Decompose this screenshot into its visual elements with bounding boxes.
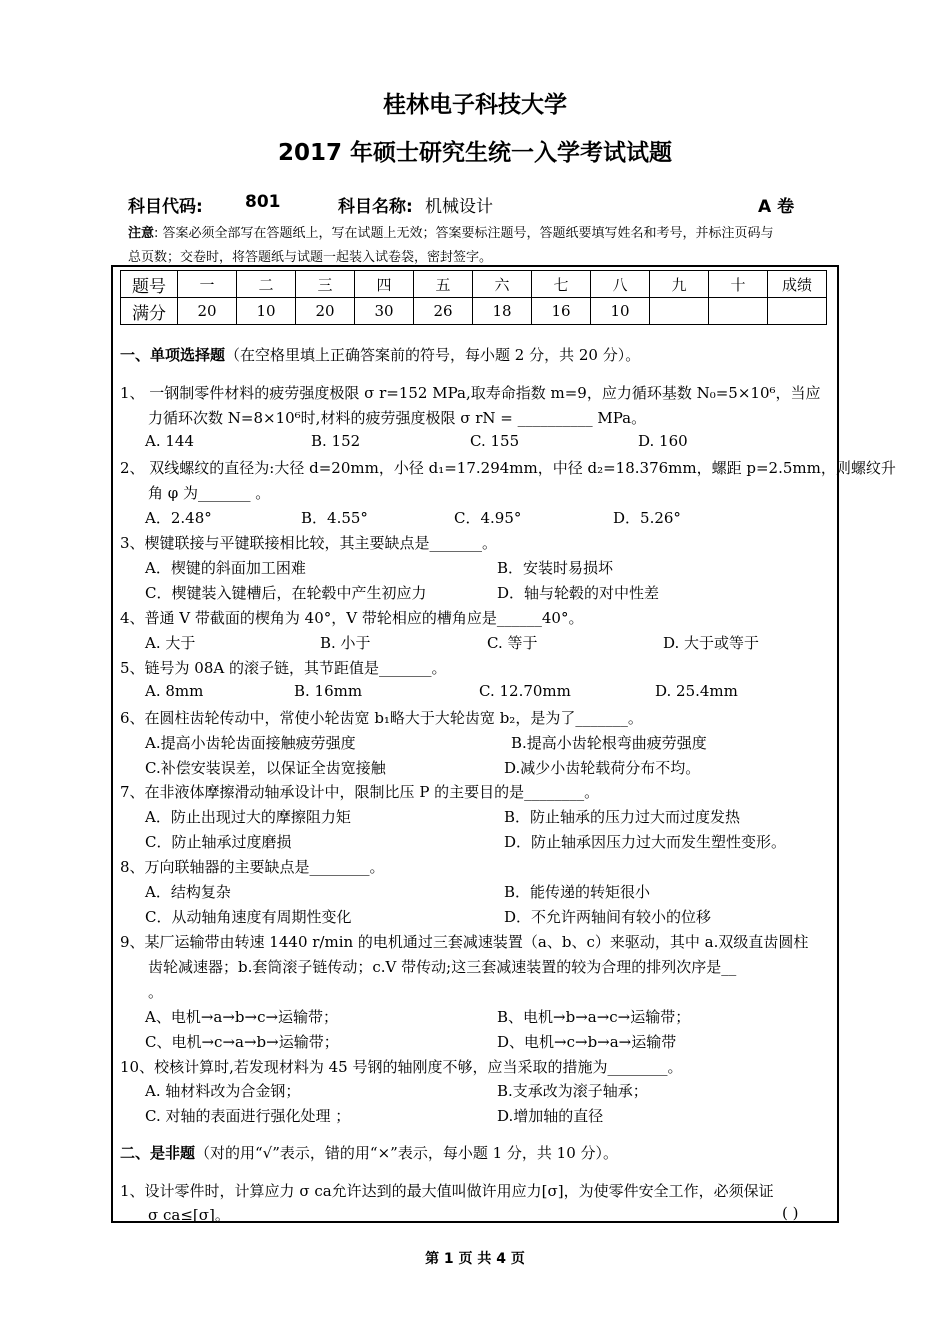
q6-option-a: A.提高小齿轮齿面接触疲劳强度: [145, 734, 356, 752]
q3-option-b: B．安装时易损坏: [497, 559, 614, 577]
q9-option-d: D、电机→c→b→a→运输带: [497, 1033, 677, 1051]
score-table: [120, 270, 827, 325]
paper-version: A 卷: [758, 197, 795, 217]
q8-option-d: D．不允许两轴间有较小的位移: [504, 908, 712, 926]
q1-option-c: C. 155: [470, 432, 520, 450]
q6-option-c: C.补偿安装误差，以保证全齿宽接触: [145, 759, 386, 777]
q2-option-b: B．4.55°: [301, 509, 368, 527]
q10-option-a: A. 轴材料改为合金钢；: [145, 1082, 301, 1100]
q10-stem: 10、校核计算时,若发现材料为 45 号钢的轴刚度不够，应当采取的措施为________。: [120, 1058, 683, 1076]
section1-heading: 一、单项选择题（在空格里填上正确答案前的符号，每小题 2 分，共 20 分）。: [120, 346, 641, 364]
q8-option-b: B．能传递的转矩很小: [504, 883, 651, 901]
q2-option-c: C．4.95°: [454, 509, 522, 527]
subject-code-value: 801: [245, 192, 281, 212]
q1-option-d: D. 160: [638, 432, 688, 450]
q7-stem: 7、在非液体摩擦滑动轴承设计中，限制比压 P 的主要目的是________。: [120, 783, 600, 801]
q5-option-d: D. 25.4mm: [655, 682, 738, 700]
score-table-row-number: 题号 一 二 三 四 五 六 七 八 九 十 成绩: [121, 271, 827, 298]
q5-stem: 5、链号为 08A 的滚子链，其节距值是_______。: [120, 659, 447, 677]
q4-option-b: B. 小于: [320, 634, 371, 652]
q9-option-c: C、电机→c→a→b→运输带；: [145, 1033, 339, 1051]
score-table-row-points: 满分 20 10 20 30 26 18 16 10: [121, 298, 827, 325]
q1-option-a: A. 144: [145, 432, 194, 450]
q6-option-d: D.减少小齿轮载荷分布不均。: [504, 759, 701, 777]
q7-option-c: C．防止轴承过度磨损: [145, 833, 292, 851]
exam-title: 2017 年硕士研究生统一入学考试试题: [277, 140, 673, 166]
q9-stem: 9、某厂运输带由转速 1440 r/min 的电机通过三套减速装置（a、b、c）来驱动，其中 a.双级直齿圆柱: [120, 933, 809, 951]
q4-option-c: C. 等于: [487, 634, 538, 652]
q2-option-d: D．5.26°: [613, 509, 681, 527]
q4-option-d: D. 大于或等于: [663, 634, 760, 652]
q3-option-d: D．轴与轮毂的对中性差: [497, 584, 660, 602]
q7-option-b: B．防止轴承的压力过大而过度发热: [504, 808, 741, 826]
q8-stem: 8、万向联轴器的主要缺点是________。: [120, 858, 385, 876]
notice-label: 注意: [128, 226, 155, 241]
q3-option-a: A．楔键的斜面加工困难: [145, 559, 306, 577]
q5-option-c: C. 12.70mm: [479, 682, 571, 700]
q3-stem: 3、楔键联接与平键联接相比较，其主要缺点是_______。: [120, 534, 498, 552]
q6-stem: 6、在圆柱齿轮传动中，常使小轮齿宽 b₁略大于大轮齿宽 b₂，是为了_______。: [120, 709, 643, 727]
q4-stem: 4、普通 V 带截面的楔角为 40°，V 带轮相应的槽角应是______40°。: [120, 609, 584, 627]
q1-option-b: B. 152: [311, 432, 361, 450]
q1-stem: 1、 一钢制零件材料的疲劳强度极限 σ r=152 MPa,取寿命指数 m=9，应力循环基数 N₀=5×10⁶，当应: [120, 384, 821, 402]
q6-option-b: B.提高小齿轮根弯曲疲劳强度: [511, 734, 707, 752]
tf1-answer-bracket: ( ): [782, 1204, 799, 1222]
q3-option-c: C．楔键装入键槽后，在轮毂中产生初应力: [145, 584, 427, 602]
q5-option-b: B. 16mm: [294, 682, 363, 700]
subject-name-label: 科目名称:: [338, 197, 413, 217]
q2-option-a: A．2.48°: [145, 509, 212, 527]
q1-stem-cont: 力循环次数 N=8×10⁶时,材料的疲劳强度极限 σ rN = __________ MPa。: [148, 409, 647, 427]
q10-option-c: C. 对轴的表面进行强化处理 ；: [145, 1107, 351, 1125]
q2-stem-cont: 角 φ 为_______ 。: [148, 484, 271, 502]
university-name: 桂林电子科技大学: [383, 92, 567, 118]
q9-stem-cont: 齿轮减速器；b.套筒滚子链传动；c.V 带传动;这三套减速装置的较为合理的排列次序是__: [148, 958, 737, 976]
q5-option-a: A. 8mm: [145, 682, 204, 700]
notice-line-1: 注意: 答案必须全部写在答题纸上，写在试题上无效；答案要标注题号，答题纸要填写姓名和考号，并标注页码与: [128, 226, 774, 241]
q10-option-b: B.支承改为滚子轴承；: [497, 1082, 648, 1100]
notice-line-2: 总页数；交卷时，将答题纸与试题一起装入试卷袋，密封签字。: [128, 250, 493, 265]
subject-name-value: 机械设计: [425, 197, 493, 217]
q9-stem-end: 。: [148, 983, 164, 1001]
q8-option-a: A．结构复杂: [145, 883, 231, 901]
section2-heading: 二、是非题（对的用“√”表示，错的用“×”表示，每小题 1 分，共 10 分）。: [120, 1144, 619, 1162]
tf1-stem-cont: σ ca≤[σ]。: [148, 1206, 230, 1224]
q8-option-c: C．从动轴角速度有周期性变化: [145, 908, 352, 926]
q7-option-d: D．防止轴承因压力过大而发生塑性变形。: [504, 833, 787, 851]
tf1-stem: 1、设计零件时，计算应力 σ ca允许达到的最大值叫做许用应力[σ]，为使零件安全工作，必须保证: [120, 1182, 774, 1200]
q7-option-a: A．防止出现过大的摩擦阻力矩: [145, 808, 351, 826]
q2-stem: 2、 双线螺纹的直径为:大径 d=20mm，小径 d₁=17.294mm，中径 d₂=18.376mm，螺距 p=2.5mm，则螺纹升: [120, 459, 896, 477]
subject-code-label: 科目代码:: [128, 197, 203, 217]
q9-option-a: A、电机→a→b→c→运输带；: [145, 1008, 339, 1026]
q10-option-d: D.增加轴的直径: [497, 1107, 604, 1125]
q4-option-a: A. 大于: [145, 634, 196, 652]
q9-option-b: B、电机→b→a→c→运输带；: [497, 1008, 691, 1026]
page-footer: 第 1 页 共 4 页: [425, 1251, 525, 1267]
